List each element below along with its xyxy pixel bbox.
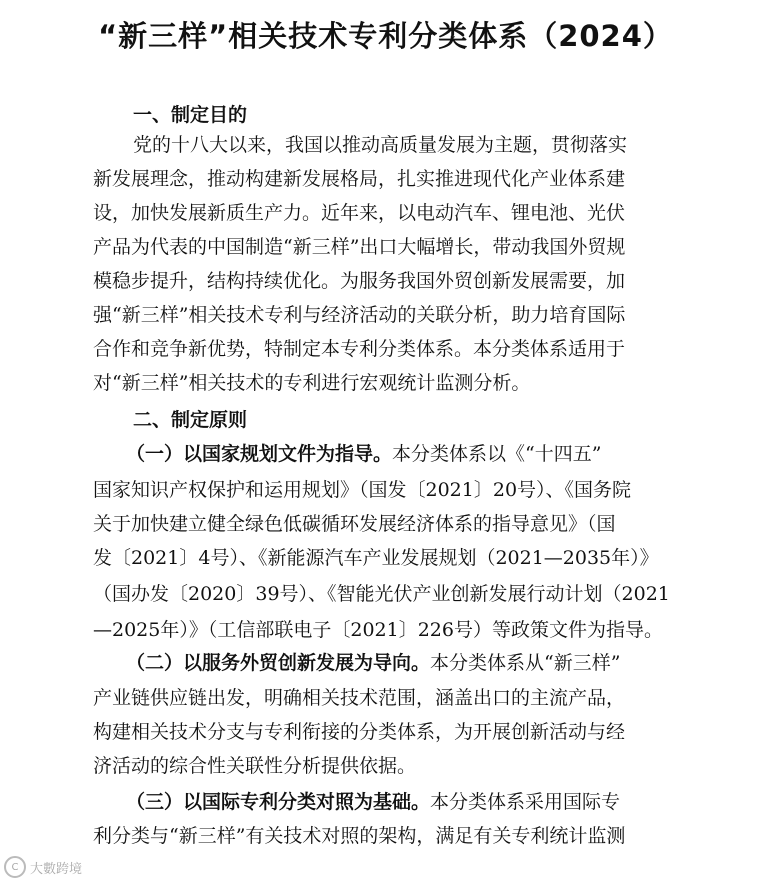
paragraph-line: 党的十八大以来，我国以推动高质量发展为主题，贯彻落实: [133, 134, 628, 156]
paragraph-line: 强“新三样”相关技术专利与经济活动的关联分析，助力培育国际: [93, 304, 626, 326]
principle-2-lead: （二）以服务外贸创新发展为导向。: [126, 652, 431, 674]
principle-1-lead: （一）以国家规划文件为指导。: [126, 443, 393, 465]
paragraph-line: 构建相关技术分支与专利衔接的分类体系，为开展创新活动与经: [93, 721, 626, 743]
paragraph-line: 对“新三样”相关技术的专利进行宏观统计监测分析。: [93, 372, 531, 394]
document-title: “新三样”相关技术专利分类体系（2024）: [98, 19, 673, 53]
paragraph-line: 设，加快发展新质生产力。近年来，以电动汽车、锂电池、光伏: [93, 202, 626, 224]
paragraph-line: 利分类与“新三样”有关技术对照的架构，满足有关专利统计监测: [93, 825, 626, 847]
section-heading-principles: 二、制定原则: [133, 409, 248, 431]
watermark-text: 大數跨境: [30, 861, 83, 877]
paragraph-line: 新发展理念，推动构建新发展格局，扎实推进现代化产业体系建: [93, 168, 626, 190]
principle-2-text: 本分类体系从“新三样”: [430, 652, 621, 674]
paragraph-line: [126, 788, 620, 816]
paragraph-line: 关于加快建立健全绿色低碳循环发展经济体系的指导意见》（国: [93, 513, 616, 535]
section-heading-purpose: 一、制定目的: [133, 104, 248, 126]
watermark-logo-icon: C: [4, 856, 26, 878]
principle-3-text: 本分类体系采用国际专: [430, 791, 621, 813]
paragraph-line: 合作和竞争新优势，特制定本专利分类体系。本分类体系适用于: [93, 338, 626, 360]
paragraph-line: 产品为代表的中国制造“新三样”出口大幅增长，带动我国外贸规: [93, 236, 626, 258]
paragraph-line: [126, 649, 620, 677]
paragraph-line: 济活动的综合性关联性分析提供依据。: [93, 755, 417, 777]
paragraph-line: 国家知识产权保护和运用规划》（国发〔2021〕20号）、《国务院: [93, 479, 632, 501]
watermark: [4, 856, 82, 878]
paragraph-line: 产业链供应链出发，明确相关技术范围，涵盖出口的主流产品，: [93, 687, 626, 709]
paragraph-line: （国办发〔2020〕39号）、《智能光伏产业创新发展行动计划（2021: [93, 583, 670, 605]
paragraph-line: —2025年）》（工信部联电子〔2021〕226号）等政策文件为指导。: [93, 619, 663, 641]
paragraph-line: [126, 440, 601, 468]
principle-1-text: 本分类体系以《“十四五”: [392, 443, 602, 465]
paragraph-line: 发〔2021〕4号）、《新能源汽车产业发展规划（2021—2035年）》: [93, 547, 659, 569]
principle-3-lead: （三）以国际专利分类对照为基础。: [126, 791, 431, 813]
paragraph-line: 模稳步提升，结构持续优化。为服务我国外贸创新发展需要，加: [93, 270, 626, 292]
